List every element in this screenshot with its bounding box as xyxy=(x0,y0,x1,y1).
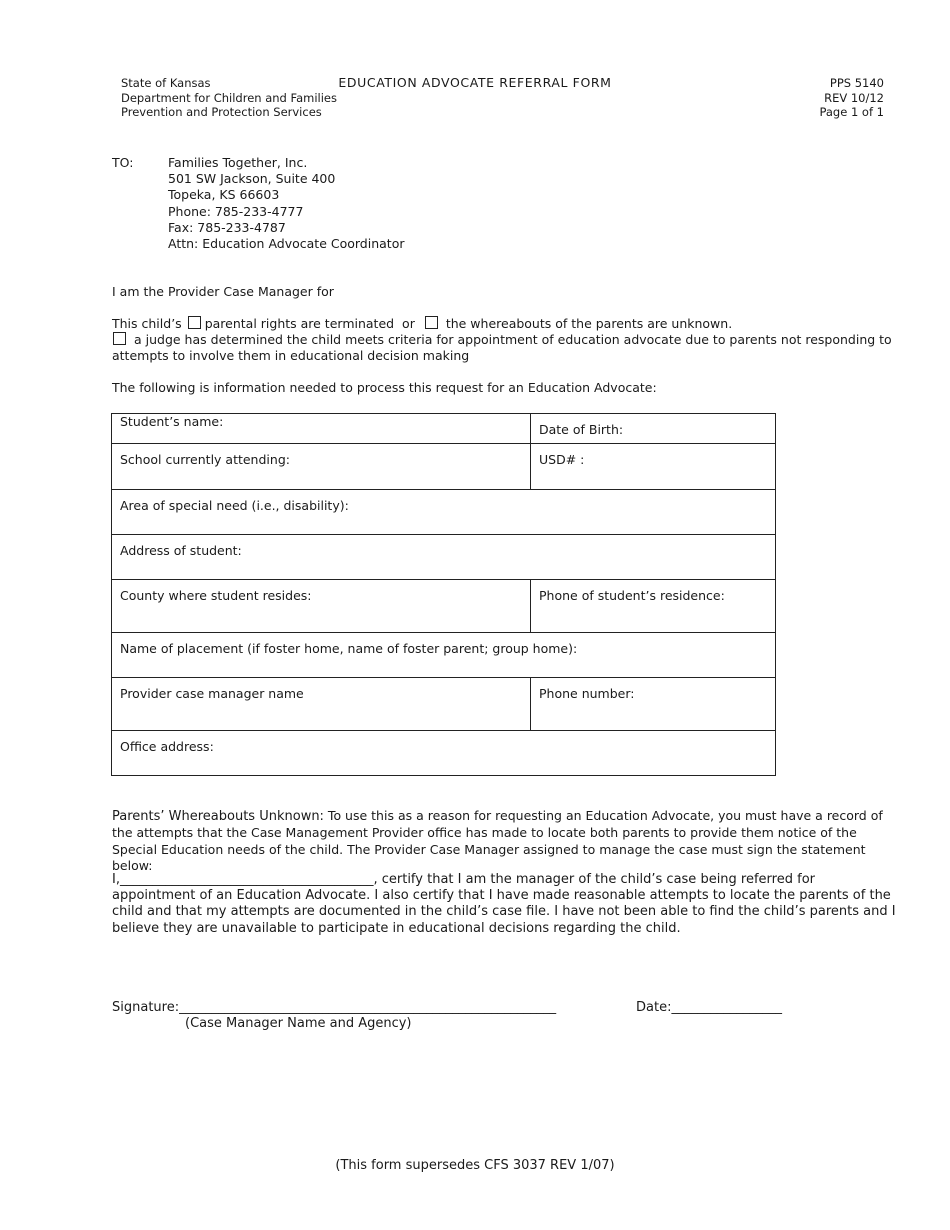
recipient-city: Topeka, KS 66603 xyxy=(168,187,280,203)
cm-phone-cell[interactable] xyxy=(531,678,776,731)
reason-prefix: This child’s xyxy=(112,316,182,331)
cm-name-label: Provider case manager name xyxy=(120,686,304,701)
cm-name-cell[interactable] xyxy=(112,678,531,731)
office-address-input[interactable] xyxy=(120,754,767,768)
placement-cell[interactable] xyxy=(112,633,776,678)
recipient-phone: Phone: 785-233-4777 xyxy=(168,203,304,219)
special-need-label: Area of special need (i.e., disability): xyxy=(120,498,349,513)
judge-determined-label: a judge has determined the child meets criteria for appointment of education advocate due to parents not responding to xyxy=(134,332,892,347)
or-label: or xyxy=(402,316,415,331)
whereabouts-paragraph xyxy=(112,808,897,874)
certification-statement: I,_______________________________________, certify that I am the manager of the child’s case being referred for appointment of an Education Advocate. I also certify that I have made reasonable attempts to locate the parents of the child and that my attempts are documented in the child’s case file. I have not been able to find the child’s parents and I believe they are unavailable to participate in educational decisions regarding the child. xyxy=(112,872,896,936)
office-address-cell[interactable] xyxy=(112,731,776,776)
form-id-block xyxy=(819,76,884,120)
cm-name-input[interactable] xyxy=(120,701,522,715)
special-need-input[interactable] xyxy=(120,513,767,527)
rights-terminated-label: parental rights are terminated xyxy=(204,316,395,331)
agency-division: Prevention and Protection Services xyxy=(121,105,322,119)
intro-text: I am the Provider Case Manager for xyxy=(112,284,334,299)
address-label: Address of student: xyxy=(120,543,242,558)
reason-line-2 xyxy=(112,332,912,348)
dob-cell[interactable] xyxy=(531,414,776,444)
signature-caption: (Case Manager Name and Agency) xyxy=(185,1016,412,1031)
page-number: Page 1 of 1 xyxy=(819,105,884,119)
office-address-label: Office address: xyxy=(120,739,214,754)
usd-label: USD# : xyxy=(539,452,585,467)
address-cell[interactable] xyxy=(112,535,776,580)
agency-state: State of Kansas xyxy=(121,76,211,90)
student-name-label: Student’s name: xyxy=(120,414,224,429)
recipient-attn: Attn: Education Advocate Coordinator xyxy=(168,236,405,252)
whereabouts-unknown-label: the whereabouts of the parents are unknown. xyxy=(445,316,733,331)
rights-terminated-checkbox[interactable] xyxy=(188,316,201,329)
residence-phone-input[interactable] xyxy=(539,603,767,617)
county-label: County where student resides: xyxy=(120,588,312,603)
placement-input[interactable] xyxy=(120,656,767,670)
to-label: TO: xyxy=(112,155,134,170)
residence-phone-cell[interactable] xyxy=(531,580,776,633)
agency-department: Department for Children and Families xyxy=(121,90,337,105)
whereabouts-text: To use this as a reason for requesting an Education Advocate, you must have a record of the attempts that the Case Management Provider office has made to locate both parents to provide them notice of the Special Education needs of the child. The Provider Case Manager assigned to manage the case must sign the statement below: xyxy=(112,808,883,873)
info-intro-text: The following is information needed to process this request for an Education Advocate: xyxy=(112,380,657,395)
whereabouts-unknown-checkbox[interactable] xyxy=(425,316,438,329)
judge-determined-checkbox[interactable] xyxy=(113,332,126,345)
special-need-cell[interactable] xyxy=(112,490,776,535)
address-input[interactable] xyxy=(120,558,767,572)
recipient-address xyxy=(168,155,404,252)
recipient-org: Families Together, Inc. xyxy=(168,155,308,170)
school-label: School currently attending: xyxy=(120,452,290,467)
recipient-fax: Fax: 785-233-4787 xyxy=(168,219,286,235)
student-name-input[interactable] xyxy=(120,429,522,443)
form-title: EDUCATION ADVOCATE REFERRAL FORM xyxy=(338,75,612,90)
date-line[interactable]: Date:_________________ xyxy=(636,1000,782,1015)
reason-line-1 xyxy=(112,316,912,332)
county-input[interactable] xyxy=(120,603,522,617)
supersedes-note: (This form supersedes CFS 3037 REV 1/07) xyxy=(335,1158,615,1173)
usd-cell[interactable] xyxy=(531,444,776,490)
usd-input[interactable] xyxy=(539,467,767,481)
student-name-cell[interactable] xyxy=(112,414,531,444)
signature-line[interactable]: Signature:__________________________________________________________ xyxy=(112,1000,557,1015)
cm-phone-label: Phone number: xyxy=(539,686,635,701)
form-revision: REV 10/12 xyxy=(824,90,884,105)
dob-label: Date of Birth: xyxy=(539,422,624,437)
school-input[interactable] xyxy=(120,467,522,481)
placement-label: Name of placement (if foster home, name of foster parent; group home): xyxy=(120,641,578,656)
student-info-table xyxy=(111,413,776,776)
form-number: PPS 5140 xyxy=(829,76,884,90)
residence-phone-label: Phone of student’s residence: xyxy=(539,588,725,603)
whereabouts-heading: Parents’ Whereabouts Unknown: xyxy=(112,809,324,824)
county-cell[interactable] xyxy=(112,580,531,633)
school-cell[interactable] xyxy=(112,444,531,490)
judge-determined-label-cont: attempts to involve them in educational decision making xyxy=(112,348,470,363)
cm-phone-input[interactable] xyxy=(539,701,767,715)
recipient-street: 501 SW Jackson, Suite 400 xyxy=(168,171,336,187)
